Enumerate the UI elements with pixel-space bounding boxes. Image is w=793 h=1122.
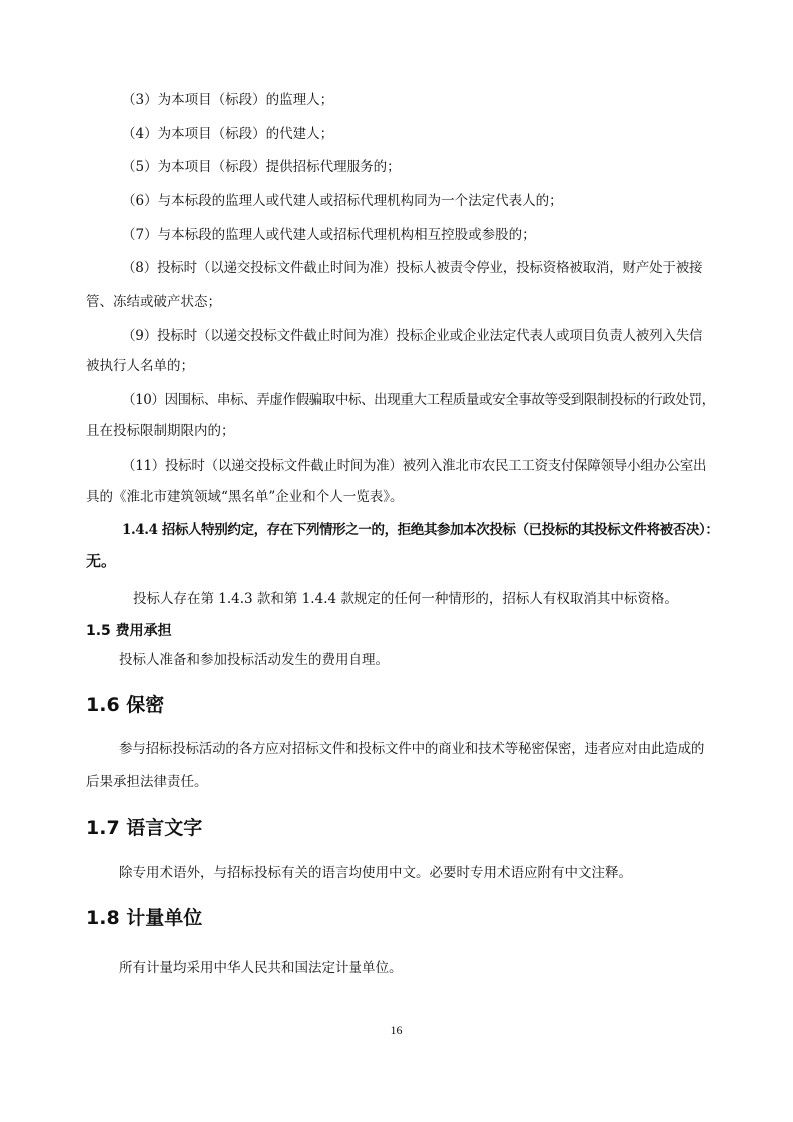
list-item-3: （3）为本项目（标段）的监理人；: [122, 92, 334, 108]
section-1-6-body-line-2: 后果承担法律责任。: [86, 774, 208, 790]
list-item-6: （6）与本标段的监理人或代建人或招标代理机构同为一个法定代表人的；: [122, 193, 563, 209]
list-item-10-line-1: （10）因围标、串标、弄虚作假骗取中标、出现重大工程质量或安全事故等受到限制投标的行政处罚，: [122, 392, 715, 408]
list-item-4: （4）为本项目（标段）的代建人；: [122, 126, 334, 142]
section-1-5-heading: 1.5 费用承担: [86, 623, 172, 639]
clause-1-4-4-line-1: 1.4.4 招标人特别约定，存在下列情形之一的，拒绝其参加本次投标（已投标的其投标文件将被否决）：: [122, 522, 719, 538]
section-1-8-heading: 1.8 计量单位: [86, 907, 203, 929]
section-1-6-body-line-1: 参与招标投标活动的各方应对招标文件和投标文件中的商业和技术等秘密保密，违者应对由此造成的: [119, 741, 705, 757]
clause-1-4-4-line-2: 无。: [86, 552, 117, 570]
list-item-8-line-1: （8）投标时（以递交投标文件截止时间为准）投标人被责令停业，投标资格被取消，财产处于被接: [122, 260, 703, 276]
disqualification-note: 投标人存在第 1.4.3 款和第 1.4.4 款规定的任何一种情形的，招标人有权取消其中标资格。: [133, 591, 678, 607]
page-number: 16: [390, 1023, 403, 1037]
section-1-7-body: 除专用术语外，与招标投标有关的语言均使用中文。必要时专用术语应附有中文注释。: [119, 865, 632, 881]
list-item-10-line-2: 且在投标限制期限内的；: [86, 423, 235, 439]
list-item-9-line-2: 被执行人名单的；: [86, 358, 194, 374]
section-1-6-heading: 1.6 保密: [86, 694, 165, 716]
section-1-5-body: 投标人准备和参加投标活动发生的费用自理。: [119, 652, 389, 668]
section-1-7-heading: 1.7 语言文字: [86, 817, 203, 839]
section-1-8-body: 所有计量均采用中华人民共和国法定计量单位。: [119, 960, 403, 976]
list-item-7: （7）与本标段的监理人或代建人或招标代理机构相互控股或参股的；: [122, 227, 536, 243]
list-item-11-line-2: 具的《淮北市建筑领域“黑名单”企业和个人一览表》。: [86, 489, 404, 505]
list-item-5: （5）为本项目（标段）提供招标代理服务的；: [122, 159, 401, 175]
list-item-11-line-1: （11）投标时（以递交投标文件截止时间为准）被列入淮北市农民工工资支付保障领导小组办公室出: [122, 458, 707, 474]
list-item-8-line-2: 管、冻结或破产状态；: [86, 294, 221, 310]
list-item-9-line-1: （9）投标时（以递交投标文件截止时间为准）投标企业或企业法定代表人或项目负责人被列入失信: [122, 328, 703, 344]
